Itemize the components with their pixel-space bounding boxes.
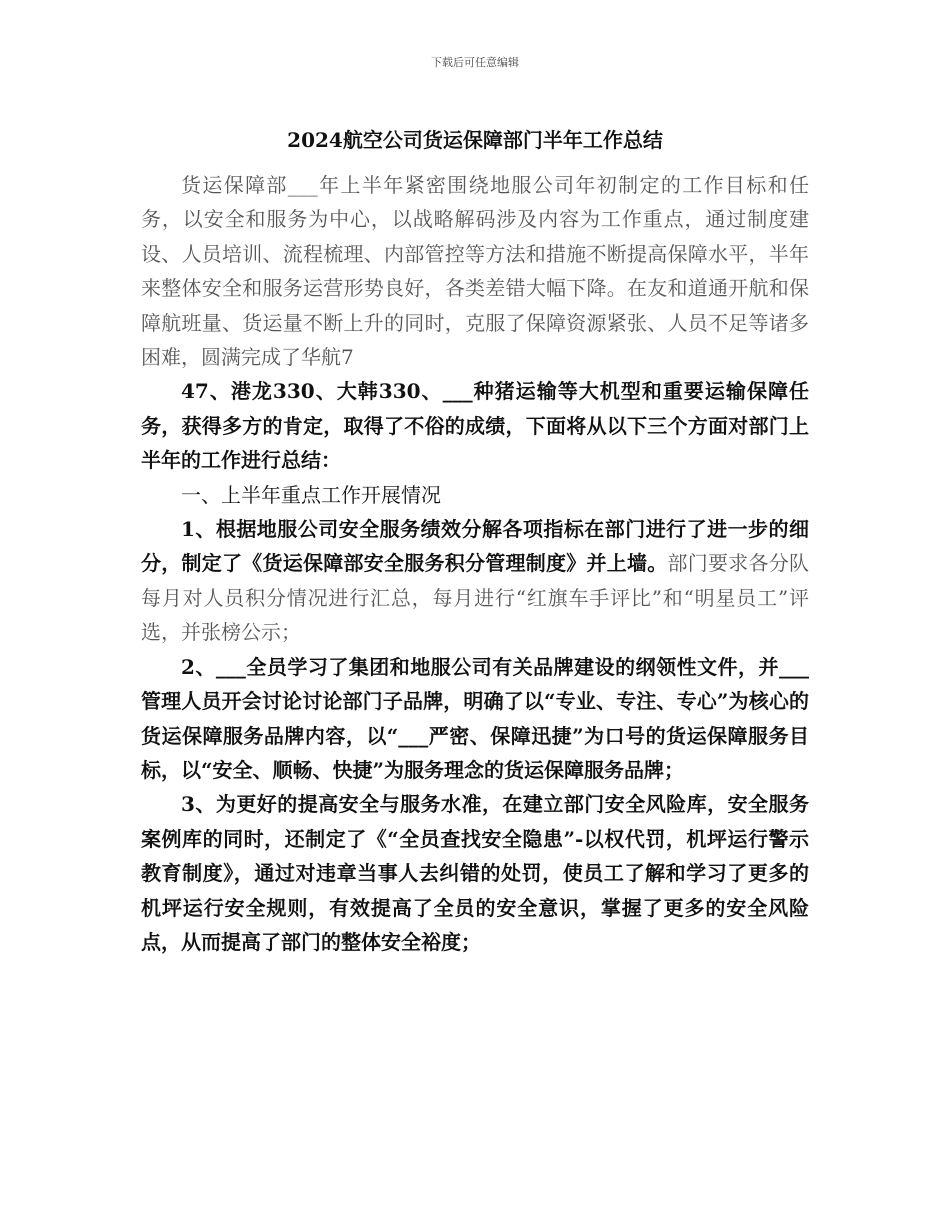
- paragraph-continuation: 47、港龙330、大韩330、___种猪运输等大机型和重要运输保障任务，获得多方的肯定，取得了不俗的成绩，下面将从以下三个方面对部门上半年的工作进行总结：: [141, 379, 809, 473]
- paragraph-item-1: [141, 512, 809, 650]
- item-1-light-text: 部门要求各分队每月对人员积分情况进行汇总，每月进行“红旗车手评比”和“明星员工”评选，并张榜公示；: [141, 551, 809, 645]
- paragraph-intro: 货运保障部___年上半年紧密围绕地服公司年初制定的工作目标和任务，以安全和服务为中心，以战略解码涉及内容为工作重点，通过制度建设、人员培训、流程梳理、内部管控等方法和措施不断提高保障水平，半年来整体安全和服务运营形势良好，各类差错大幅下降。在友和道通开航和保障航班量、货运量不断上升的同时，克服了保障资源紧张、人员不足等诸多困难，圆满完成了华航7: [141, 173, 809, 370]
- document-title: 2024航空公司货运保障部门半年工作总结: [287, 128, 663, 152]
- item-1-bold-text: 1、根据地服公司安全服务绩效分解各项指标在部门进行了进一步的细分，制定了《货运保障部安全服务积分管理制度》并上墙。: [141, 517, 809, 576]
- section-heading: 一、上半年重点工作开展情况: [181, 482, 441, 507]
- document-body: [141, 168, 809, 959]
- paragraph-item-3: 3、为更好的提高安全与服务水准，在建立部门安全风险库，安全服务案例库的同时，还制定了《“全员查找安全隐患”-以权代罚，机坪运行警示教育制度》，通过对违章当事人去纠错的处罚，使员工了解和学习了更多的机坪运行安全规则，有效提高了全员的安全意识，掌握了更多的安全风险点，从而提高了部门的整体安全裕度；: [141, 792, 809, 954]
- paragraph-item-2: 2、___全员学习了集团和地服公司有关品牌建设的纲领性文件，并___管理人员开会讨论讨论部门子品牌，明确了以“专业、专注、专心”为核心的货运保障服务品牌内容，以“___严密、保障迅捷”为口号的货运保障服务目标，以“安全、顺畅、快捷”为服务理念的货运保障服务品牌；: [141, 654, 809, 782]
- header-note: 下载后可任意编辑: [431, 56, 519, 69]
